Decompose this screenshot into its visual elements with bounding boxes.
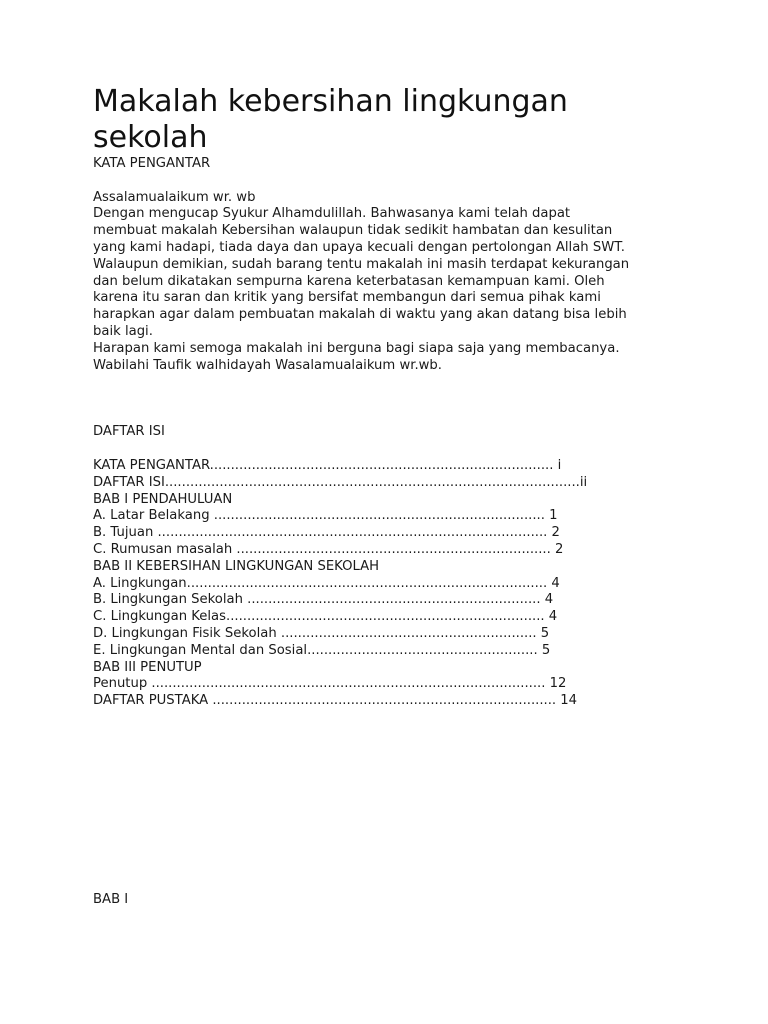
toc-entry: C. Lingkungan Kelas............................................................................ 4	[93, 609, 558, 625]
bab-heading: BAB I	[93, 891, 129, 907]
paragraph-line: karena itu saran dan kritik yang bersifat membangun dari semua pihak kami	[93, 290, 601, 306]
toc-entry: C. Rumusan masalah ........................................................................... 2	[93, 541, 564, 557]
toc-entry: A. Lingkungan...................................................................................... 4	[93, 575, 560, 591]
toc-entry: D. Lingkungan Fisik Sekolah ............................................................. 5	[93, 625, 550, 641]
document-title	[93, 84, 683, 156]
toc-entry: BAB II KEBERSIHAN LINGKUNGAN SEKOLAH	[93, 558, 380, 574]
toc-entry: DAFTAR ISI...................................................................................................ii	[93, 474, 588, 490]
kata-pengantar-heading: KATA PENGANTAR	[93, 156, 211, 171]
paragraph-line: yang kami hadapi, tiada daya dan upaya kecuali dengan pertolongan Allah SWT.	[93, 239, 625, 255]
toc-entry: BAB I PENDAHULUAN	[93, 491, 233, 507]
paragraph-line: baik lagi.	[93, 323, 153, 339]
toc-entry: B. Lingkungan Sekolah ...................................................................... 4	[93, 592, 554, 608]
toc-entry: BAB III PENUTUP	[93, 659, 202, 675]
paragraph-line: Harapan kami semoga makalah ini berguna bagi siapa saja yang membacanya.	[93, 340, 620, 356]
toc-entry: A. Latar Belakang ............................................................................... 1	[93, 508, 558, 524]
toc-entry: DAFTAR PUSTAKA .................................................................................. 14	[93, 693, 578, 709]
toc-entry: Penutup .............................................................................................. 12	[93, 676, 567, 692]
title-line-1: Makalah kebersihan lingkungan	[93, 84, 568, 119]
paragraph-line: Walaupun demikian, sudah barang tentu makalah ini masih terdapat kekurangan	[93, 256, 630, 272]
toc-entry: KATA PENGANTAR.................................................................................. i	[93, 457, 562, 473]
document-page	[93, 84, 683, 909]
paragraph-line: harapkan agar dalam pembuatan makalah di waktu yang akan datang bisa lebih	[93, 307, 627, 323]
daftar-isi-heading: DAFTAR ISI	[93, 424, 165, 440]
paragraph-line: membuat makalah Kebersihan walaupun tidak sedikit hambatan dan kesulitan	[93, 223, 613, 239]
toc-entry: B. Tujuan ............................................................................................. 2	[93, 525, 560, 541]
toc-entry: E. Lingkungan Mental dan Sosial....................................................... 5	[93, 642, 551, 658]
paragraph-line: Dengan mengucap Syukur Alhamdulillah. Bahwasanya kami telah dapat	[93, 206, 571, 222]
paragraph-line: dan belum dikatakan sempurna karena keterbatasan kemampuan kami. Oleh	[93, 273, 605, 289]
greeting-text: Assalamualaikum wr. wb	[93, 189, 256, 205]
table-of-contents	[93, 458, 683, 710]
title-line-2: sekolah	[93, 120, 208, 155]
paragraph-line: Wabilahi Taufik walhidayah Wasalamualaikum wr.wb.	[93, 357, 442, 373]
intro-paragraph	[93, 206, 683, 374]
